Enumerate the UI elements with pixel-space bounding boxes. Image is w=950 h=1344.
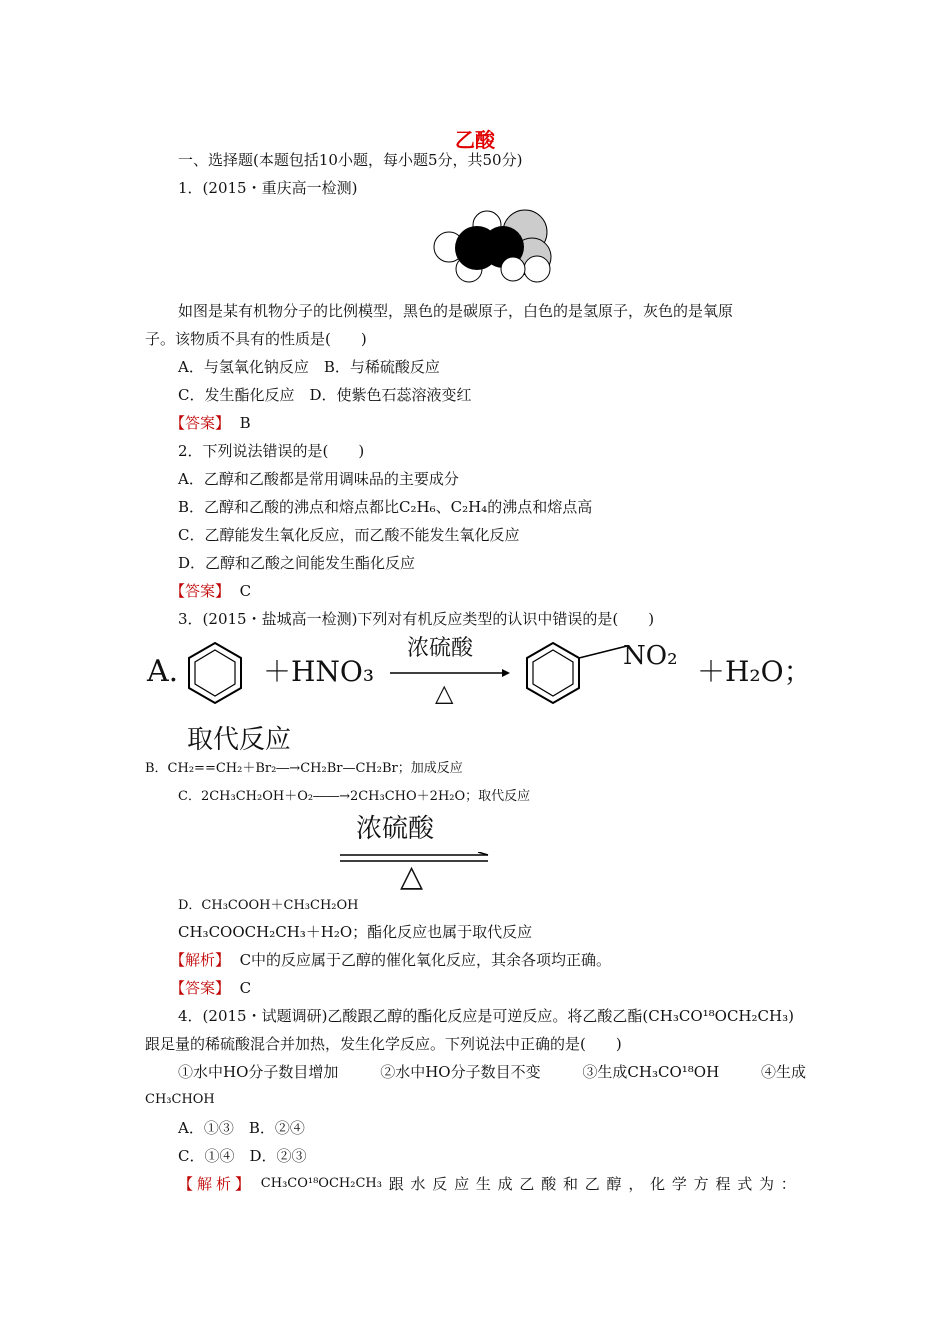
analysis-word: 程 xyxy=(715,1175,731,1193)
q2-option-b: B．乙醇和乙酸的沸点和熔点都比C₂H₆、C₂H₄的沸点和熔点高 xyxy=(178,498,593,516)
analysis-word: 水 xyxy=(410,1175,426,1193)
q4-analysis xyxy=(178,1174,796,1194)
q1-stem-line1: 如图是某有机物分子的比例模型，黑色的是碳原子，白色的是氢原子，灰色的是氧原 xyxy=(178,302,734,320)
analysis-word: 和 xyxy=(562,1175,578,1193)
condition-bottom: △ xyxy=(435,679,454,707)
analysis-word: 乙 xyxy=(519,1175,535,1193)
nitrobenzene-ring-icon xyxy=(523,640,633,706)
answer-value: C xyxy=(239,979,252,997)
analysis-word: 应 xyxy=(454,1175,470,1193)
q4-options-row1: A．①③ B．②④ xyxy=(178,1119,305,1137)
reaction-type-label: 取代反应 xyxy=(187,725,292,755)
analysis-word: 醇 xyxy=(606,1175,622,1193)
analysis-word: 成 xyxy=(497,1175,513,1193)
option-a-label: A. xyxy=(147,654,179,689)
analysis-text: C中的反应属于乙醇的催化氧化反应，其余各项均正确。 xyxy=(239,951,612,969)
q1-options-row2: C．发生酯化反应 D．使紫色石蕊溶液变红 xyxy=(178,386,472,404)
answer-tag: 【答案】 xyxy=(170,414,231,432)
condition-top: 浓硫酸 xyxy=(407,636,474,661)
analysis-word: ， xyxy=(628,1175,644,1193)
q3-answer xyxy=(170,978,251,998)
analysis-tag: 【解析】 xyxy=(170,951,231,969)
analysis-tag: 【解析】 xyxy=(178,1175,255,1193)
q3-option-a-equation xyxy=(145,636,825,756)
product-water: ＋H₂O； xyxy=(697,655,812,688)
analysis-word: 生 xyxy=(475,1175,491,1193)
analysis-word: ： xyxy=(780,1175,796,1193)
q4-items-line2: CH₃CHOH xyxy=(145,1092,215,1107)
q4-item-4: ④生成 xyxy=(760,1063,806,1081)
q3-option-d-line1: D．CH₃COOH＋CH₃CH₂OH xyxy=(178,898,359,913)
q3-analysis xyxy=(170,950,611,970)
answer-value: C xyxy=(239,582,252,600)
analysis-word: 方 xyxy=(693,1175,709,1193)
q4-items-line1 xyxy=(178,1062,806,1082)
product-group-no2: NO₂ xyxy=(623,641,678,671)
condition-top: 浓硫酸 xyxy=(356,814,435,844)
q2-answer xyxy=(170,581,251,601)
hydrogen-atom xyxy=(524,256,550,282)
analysis-word: 学 xyxy=(671,1175,687,1193)
answer-value: B xyxy=(239,414,251,432)
q4-options-row2: C．①④ D．②③ xyxy=(178,1147,307,1165)
q3-option-b: B．CH₂==CH₂＋Br₂―→CH₂Br—CH₂Br；加成反应 xyxy=(145,761,463,776)
q1-options-row1: A．与氢氧化钠反应 B．与稀硫酸反应 xyxy=(178,358,440,376)
q3-option-c: C．2CH₃CH₂OH＋O₂――→2CH₃CHO＋2H₂O；取代反应 xyxy=(178,789,531,804)
q2-option-c: C．乙醇能发生氧化反应，而乙酸不能发生氧化反应 xyxy=(178,526,520,544)
molecule-model-figure xyxy=(425,205,565,285)
q1-source: 1．(2015・重庆高一检测) xyxy=(178,179,358,197)
condition-bottom: △ xyxy=(400,859,424,894)
q3-stem: 3．(2015・盐城高一检测)下列对有机反应类型的认识中错误的是( ) xyxy=(178,610,655,628)
q3-option-d-condition xyxy=(340,812,490,892)
reaction-arrow-icon xyxy=(390,666,510,680)
q4-item-2: ②水中HO分子数目不变 xyxy=(380,1063,541,1081)
hydrogen-atom xyxy=(501,257,525,281)
q4-stem-line1: 4．(2015・试题调研)乙酸跟乙醇的酯化反应是可逆反应。将乙酸乙酯(CH₃CO¹⁸OCH₂CH₃) xyxy=(178,1007,794,1025)
analysis-word: 反 xyxy=(432,1175,448,1193)
reagent-hno3: ＋HNO₃ xyxy=(263,655,375,688)
q4-item-1: ①水中HO分子数目增加 xyxy=(178,1063,339,1081)
answer-tag: 【答案】 xyxy=(170,582,231,600)
section-heading: 一、选择题(本题包括10小题，每小题5分，共50分) xyxy=(178,151,523,169)
benzene-ring-icon xyxy=(185,640,245,706)
analysis-word: 为 xyxy=(759,1175,775,1193)
analysis-word: CH₃CO¹⁸OCH₂CH₃ xyxy=(260,1176,382,1191)
answer-tag: 【答案】 xyxy=(170,979,231,997)
q2-stem: 2．下列说法错误的是( ) xyxy=(178,442,365,460)
analysis-word: 跟 xyxy=(388,1175,404,1193)
analysis-word: 酸 xyxy=(541,1175,557,1193)
q4-item-3: ③生成CH₃CO¹⁸OH xyxy=(582,1063,720,1081)
q4-stem-line2: 跟足量的稀硫酸混合并加热，发生化学反应。下列说法中正确的是( ) xyxy=(145,1035,622,1053)
q2-option-a: A．乙醇和乙酸都是常用调味品的主要成分 xyxy=(178,470,459,488)
q3-option-d-line2: CH₃COOCH₂CH₃＋H₂O；酯化反应也属于取代反应 xyxy=(178,923,533,941)
analysis-word: 化 xyxy=(650,1175,666,1193)
analysis-word: 式 xyxy=(737,1175,753,1193)
page-title: 乙酸 xyxy=(455,128,495,152)
q2-option-d: D．乙醇和乙酸之间能发生酯化反应 xyxy=(178,554,416,572)
q1-stem-line2: 子。该物质不具有的性质是( ) xyxy=(145,330,367,348)
analysis-word: 乙 xyxy=(584,1175,600,1193)
q1-answer xyxy=(170,413,251,433)
